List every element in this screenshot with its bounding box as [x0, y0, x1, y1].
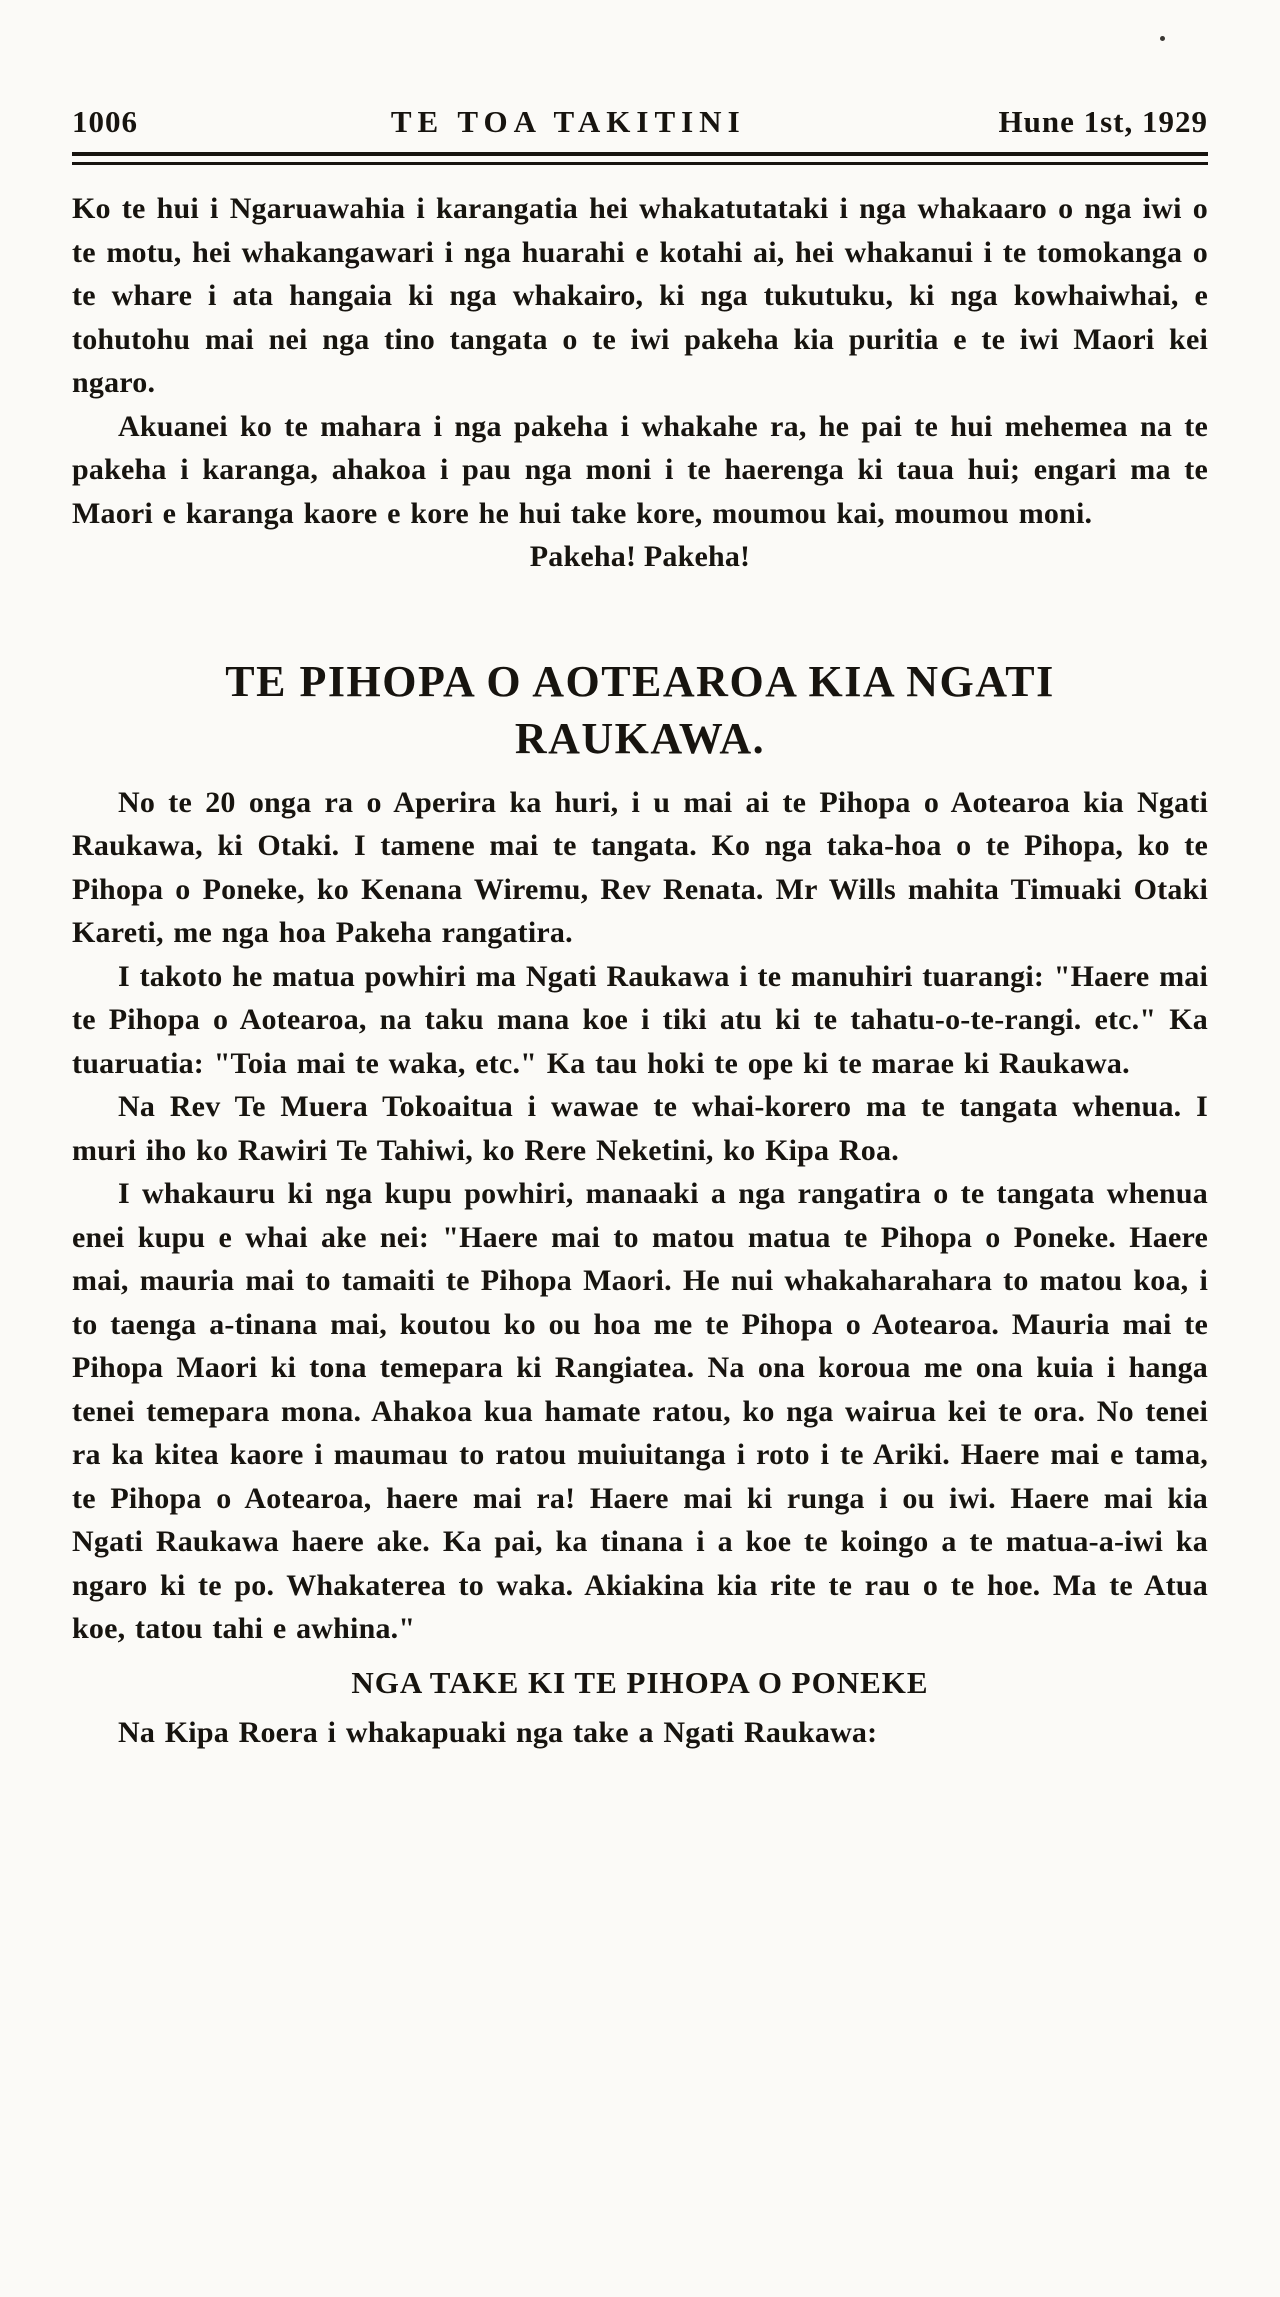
- article-body: [72, 781, 1208, 1755]
- paragraph-article-3: Na Rev Te Muera Tokoaitua i wawae te whai-korero ma te tangata whenua. I muri iho ko Rawiri Te Tahiwi, ko Rere Neketini, ko Kipa Roa.: [72, 1090, 1208, 1167]
- article-heading-line-1: TE PIHOPA O AOTEAROA KIA NGATI: [225, 656, 1055, 706]
- masthead: [72, 0, 1208, 140]
- paragraph-article-2: I takoto he matua powhiri ma Ngati Raukawa i te manuhiri tuarangi: "Haere mai te Pihopa o Aotearoa, na taku mana koe i tiki atu ki te tahatu-o-te-rangi. etc." Ka tuaruatia: "Toia mai te waka, etc." Ka tau hoki te ope ki te marae ki Raukawa.: [72, 959, 1208, 1080]
- article-heading: [72, 653, 1208, 767]
- scan-artifact-dot: [1160, 36, 1165, 41]
- paragraph-intro-2: Akuanei ko te mahara i nga pakeha i whakahe ra, he pai te hui mehemea na te pakeha i karanga, ahakoa i pau nga moni i te haerenga ki taua hui; engari ma te Maori e karanga kaore e kore he hui take kore, moumou kai, moumou moni.: [72, 409, 1208, 530]
- article-heading-line-2: RAUKAWA.: [514, 713, 766, 763]
- issue-date: Hune 1st, 1929: [998, 104, 1208, 139]
- page-number: 1006: [72, 104, 138, 139]
- journal-title: TE TOA TAKITINI: [390, 104, 746, 139]
- paragraph-article-1: No te 20 onga ra o Aperira ka huri, i u mai ai te Pihopa o Aotearoa kia Ngati Raukawa, ki Otaki. I tamene mai te tangata. Ko nga taka-hoa o te Pihopa, ko te Pihopa o Poneke, ko Kenana Wiremu, Rev Renata. Mr Wills mahita Timuaki Otaki Kareti, me nga hoa Pakeha rangatira.: [72, 785, 1208, 949]
- exclamation-line: Pakeha! Pakeha!: [529, 540, 751, 573]
- paragraph-intro-1: Ko te hui i Ngaruawahia i karangatia hei whakatutataki i nga whakaaro o nga iwi o te motu, hei whakangawari i nga huarahi e kotahi ai, hei whakanui i te tomokanga o te whare i ata hangaia ki nga whakairo, ki nga tukutuku, ki nga kowhaiwhai, e tohutohu mai nei nga tino tangata o te iwi pakeha kia puritia e te iwi Maori kei ngaro.: [72, 192, 1208, 399]
- closing-paragraph: Na Kipa Roera i whakapuaki nga take a Ngati Raukawa:: [118, 1715, 878, 1749]
- intro-section: [72, 187, 1208, 579]
- paragraph-article-4: I whakauru ki nga kupu powhiri, manaaki a nga rangatira o te tangata whenua enei kupu e whai ake nei: "Haere mai to matou matua te Pihopa o Poneke. Haere mai, mauria mai to tamaiti te Pihopa Maori. He nui whakaharahara to matou koa, i to taenga a-tinana mai, koutou ko ou hoa me te Pihopa o Aotearoa. Mauria mai te Pihopa Maori ki tona temepara ki Rangiatea. Na ona koroua me ona kuia i hanga tenei temepara mona. Ahakoa kua hamate ratou, ko nga wairua kei te ora. No tenei ra ka kitea kaore i maumau to ratou muiuitanga i roto i te Ariki. Haere mai e tama, te Pihopa o Aotearoa, haere mai ra! Haere mai ki runga i ou iwi. Haere mai kia Ngati Raukawa haere ake. Ka pai, ka tinana i a koe te koingo a te matua-a-iwi ka ngaro ki te po. Whakaterea to waka. Akiakina kia rite te rau o te hoe. Ma te Atua koe, tatou tahi e awhina.": [72, 1177, 1208, 1645]
- section-subheading: NGA TAKE KI TE PIHOPA O PONEKE: [351, 1664, 929, 1700]
- page-content: [72, 0, 1208, 1754]
- header-rule: [72, 152, 1208, 165]
